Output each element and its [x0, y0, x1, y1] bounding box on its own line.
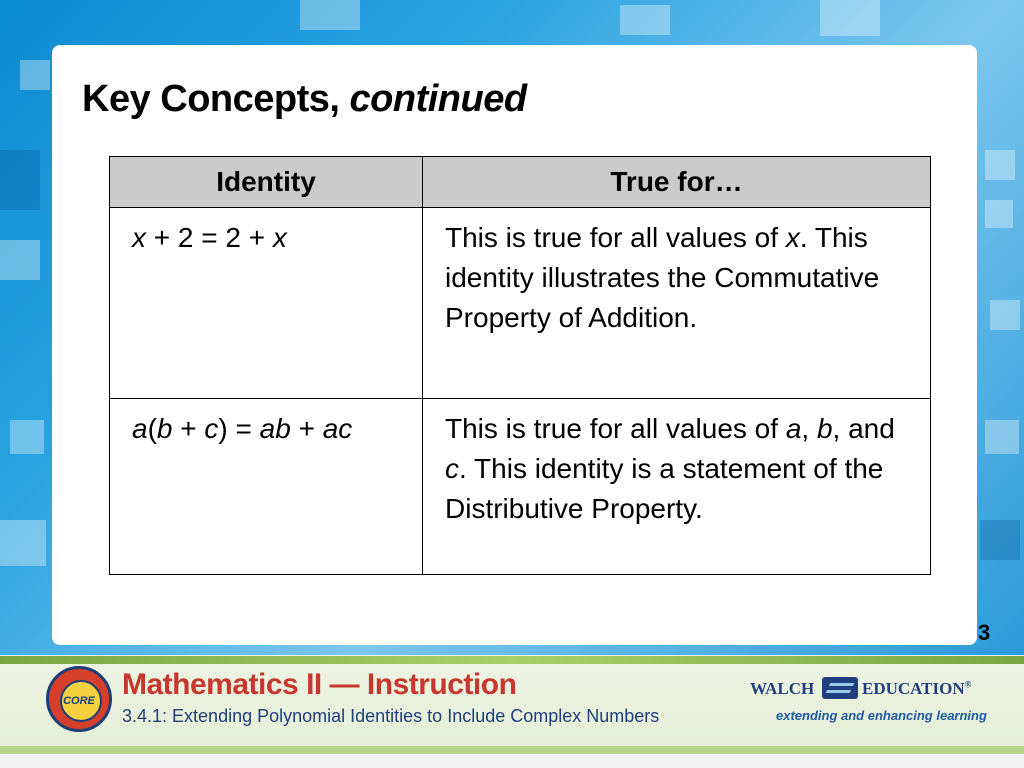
description-cell: This is true for all values of x. This identity illustrates the Commutative Property of Addition.: [423, 208, 931, 399]
title-italic-text: continued: [349, 78, 527, 120]
description-cell: This is true for all values of a, b, and c. This identity is a statement of the Distributive Property.: [423, 399, 931, 575]
identity-cell: a(b + c) = ab + ac: [110, 399, 423, 575]
logo-education-text: EDUCATION®: [862, 679, 972, 698]
series-title: Mathematics II — Instruction: [122, 668, 517, 701]
footer-stripe-bottom: [0, 746, 1024, 754]
table-row: [110, 208, 931, 399]
key-concepts-table: [109, 156, 931, 575]
table-header-row: [110, 157, 931, 208]
page-number: 3: [978, 620, 991, 645]
title-main-text: Key Concepts,: [82, 78, 340, 120]
footer-stripe-top: [0, 656, 1024, 664]
lesson-subtitle: 3.4.1: Extending Polynomial Identities to Include Complex Numbers: [122, 706, 660, 726]
publisher-tagline: extending and enhancing learning: [776, 708, 987, 723]
walch-education-logo: [750, 677, 980, 701]
identity-cell: x + 2 = 2 + x: [110, 208, 423, 399]
table-row: [110, 399, 931, 575]
slide-title: [82, 78, 527, 121]
common-core-seal-icon: CORE: [46, 666, 112, 732]
walch-mark-icon: [822, 677, 858, 699]
header-true-for: True for…: [423, 157, 931, 208]
logo-walch-text: WALCH: [750, 679, 815, 698]
header-identity: Identity: [110, 157, 423, 208]
